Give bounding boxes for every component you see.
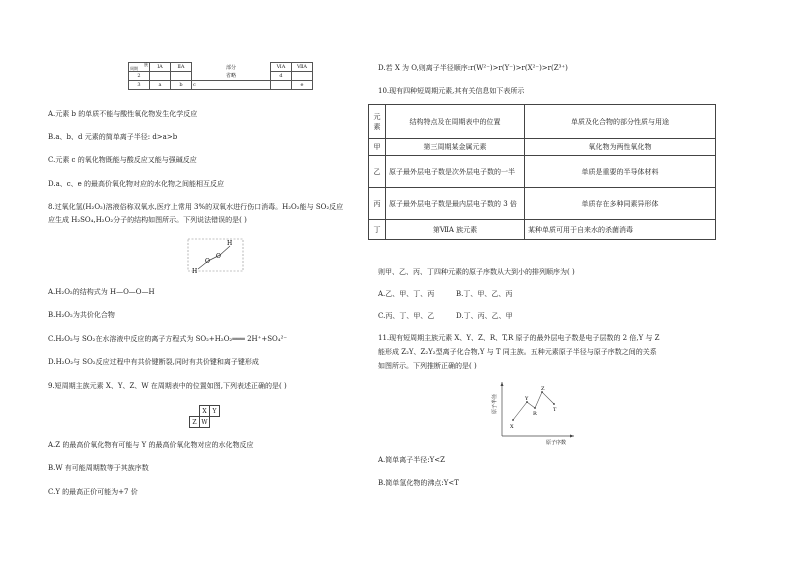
mol-atom-h: H <box>227 240 233 247</box>
graph-x-label: 原子序数 <box>546 440 567 446</box>
element-cell <box>292 72 313 81</box>
table-row <box>369 156 716 188</box>
mol-atom-h: H <box>192 268 198 275</box>
q8-stem-line1: 8.过氧化氢(H₂O₂)溶液俗称双氧水,医疗上常用 3%的双氧水进行伤口消毒。H₂O₂能与 SO₂反应 <box>48 203 344 211</box>
table-cell: 甲 <box>369 139 386 156</box>
table-cell: 丙 <box>369 188 386 220</box>
q7-option-c: C.元素 c 的氧化物既能与酸反应又能与强碱反应 <box>48 156 197 164</box>
table-row <box>369 220 716 240</box>
omitted-region <box>192 72 271 81</box>
element-cell: d <box>271 72 292 81</box>
grid-cell-z: Z <box>190 417 200 428</box>
table-cell: 第三周期某金属元素 <box>386 139 525 156</box>
q9-option-d: D.若 X 为 O,则离子半径顺序:r(W²⁻)>r(Y⁻)>r(X²⁻)>r(Z³⁺) <box>378 64 568 72</box>
q10-option-d: D.丁、丙、乙、甲 <box>456 312 513 320</box>
grid-empty <box>210 417 220 428</box>
point-label-z: Z <box>541 386 545 392</box>
period-cell: 3 <box>129 81 150 90</box>
q10-option-c: C.丙、丁、甲、乙 <box>378 312 435 320</box>
table-header-cell: 单质及化合物的部分性质与用途 <box>525 105 716 139</box>
point-label-x: X <box>510 424 514 430</box>
omitted-region <box>192 63 271 72</box>
table-cell: 单质是重要的半导体材料 <box>525 156 716 188</box>
element-cell <box>271 81 292 90</box>
q8-option-b: B.H₂O₂为共价化合物 <box>48 311 115 319</box>
q8-stem-line2: 应生成 H₂SO₄,H₂O₂分子的结构如图所示。下列说法错误的是( ) <box>48 216 247 224</box>
corner-label-group: 族 <box>144 62 148 67</box>
q9-option-c: C.Y 的最高正价可能为+7 价 <box>48 488 138 496</box>
q10-option-b: B.丁、甲、乙、丙 <box>456 290 513 298</box>
element-info-table <box>368 104 716 240</box>
q10-stem: 10.现有四种短周期元素,其有关信息如下表所示 <box>378 87 525 95</box>
grid-cell-w: W <box>201 418 208 426</box>
table-cell: 原子最外层电子数是最内层电子数的 3 倍 <box>386 188 525 220</box>
q11-stem-line2: 能形成 Z₂Y、Z₂Y₂型离子化合物,Y 与 T 同主族。五种元素原子半径与原子序数之间的关系 <box>378 348 657 356</box>
q10-option-a: A.乙、甲、丁、丙 <box>378 290 435 298</box>
q7-option-a: A.元素 b 的单质不能与酸性氧化物发生化学反应 <box>48 110 198 118</box>
graph-y-label: 原子半径 <box>492 393 498 414</box>
q11-option-b: B.简单氢化物的沸点:Y<T <box>378 479 459 487</box>
table-cell: 氧化物为两性氧化物 <box>525 139 716 156</box>
point-label-y: Y <box>525 396 529 402</box>
header-cell: ⅥA <box>271 63 292 72</box>
q11-stem-line1: 11.现有短周期主族元素 X、Y、Z、R、T,R 原子的最外层电子数是电子层数的 2 倍,Y 与 Z <box>378 334 660 342</box>
element-cell: a <box>150 81 171 90</box>
omit-label: 省略 <box>225 73 236 80</box>
element-cell: e <box>292 81 313 90</box>
q11-stem-line3: 如图所示。下列推断正确的是( ) <box>378 362 477 370</box>
table-row <box>369 139 716 156</box>
corner-label-period: 周期 <box>130 66 138 71</box>
q7-option-d: D.a、c、e 的最高价氧化物对应的水化物之间能相互反应 <box>48 180 225 188</box>
table-cell: 丁 <box>369 220 386 240</box>
point-label-r: R <box>533 411 537 417</box>
element-cell: b <box>171 81 192 90</box>
q10-question: 则甲、乙、丙、丁四种元素的原子序数从大到小的排列顺序为( ) <box>378 268 575 276</box>
table-row <box>369 188 716 220</box>
element-cell: c <box>192 81 271 90</box>
q8-option-c: C.H₂O₂与 SO₂在水溶液中反应的离子方程式为 SO₂+H₂O₂═══ 2H⁺+SO₄²⁻ <box>48 335 288 343</box>
table-cell: 乙 <box>369 156 386 188</box>
h2o2-structure-diagram <box>180 236 250 278</box>
table-cell: 单质存在多种同素异形体 <box>525 188 716 220</box>
q8-option-a: A.H₂O₂的结构式为 H—O—O—H <box>48 288 155 296</box>
grid-cell-x: X <box>200 406 210 417</box>
table-header-cell: 元素 <box>369 105 386 139</box>
grid-cell-y: Y <box>210 406 220 417</box>
q9-stem: 9.短周期主族元素 X、Y、Z、W 在周期表中的位置如图,下列表述正确的是( ) <box>48 382 287 390</box>
mol-atom-o: O <box>205 258 210 265</box>
point-label-t: T <box>553 407 557 413</box>
periodic-table-fragment <box>128 62 313 90</box>
element-cell <box>171 72 192 81</box>
grid-empty <box>190 406 200 417</box>
element-cell <box>150 72 171 81</box>
table-cell: 某种单质可用于自来水的杀菌消毒 <box>525 220 716 240</box>
header-cell: ⅠA <box>150 63 171 72</box>
q8-option-d: D.H₂O₂与 SO₂反应过程中有共价键断裂,同时有共价键和离子键形成 <box>48 358 259 366</box>
q9-option-a: A.Z 的最高价氧化物有可能与 Y 的最高价氧化物对应的水化物反应 <box>48 441 254 449</box>
mol-atom-o: O <box>216 253 221 260</box>
part-label: 部分 <box>225 64 236 71</box>
table-cell: 第ⅦA 族元素 <box>386 220 525 240</box>
q7-option-b: B.a、b、d 元素的简单离子半径: d>a>b <box>48 133 178 141</box>
table-corner <box>129 63 150 72</box>
header-cell: ⅡA <box>171 63 192 72</box>
q9-option-b: B.W 有可能周期数等于其族序数 <box>48 464 149 472</box>
table-header-cell: 结构特点及在周期表中的位置 <box>386 105 525 139</box>
table-cell: 原子最外层电子数是次外层电子数的一半 <box>386 156 525 188</box>
q11-option-a: A.简单离子半径:Y<Z <box>378 456 445 464</box>
xyzw-position-grid <box>189 405 220 428</box>
header-cell: ⅦA <box>292 63 313 72</box>
period-cell: 2 <box>129 72 150 81</box>
radius-vs-number-graph <box>486 378 578 446</box>
